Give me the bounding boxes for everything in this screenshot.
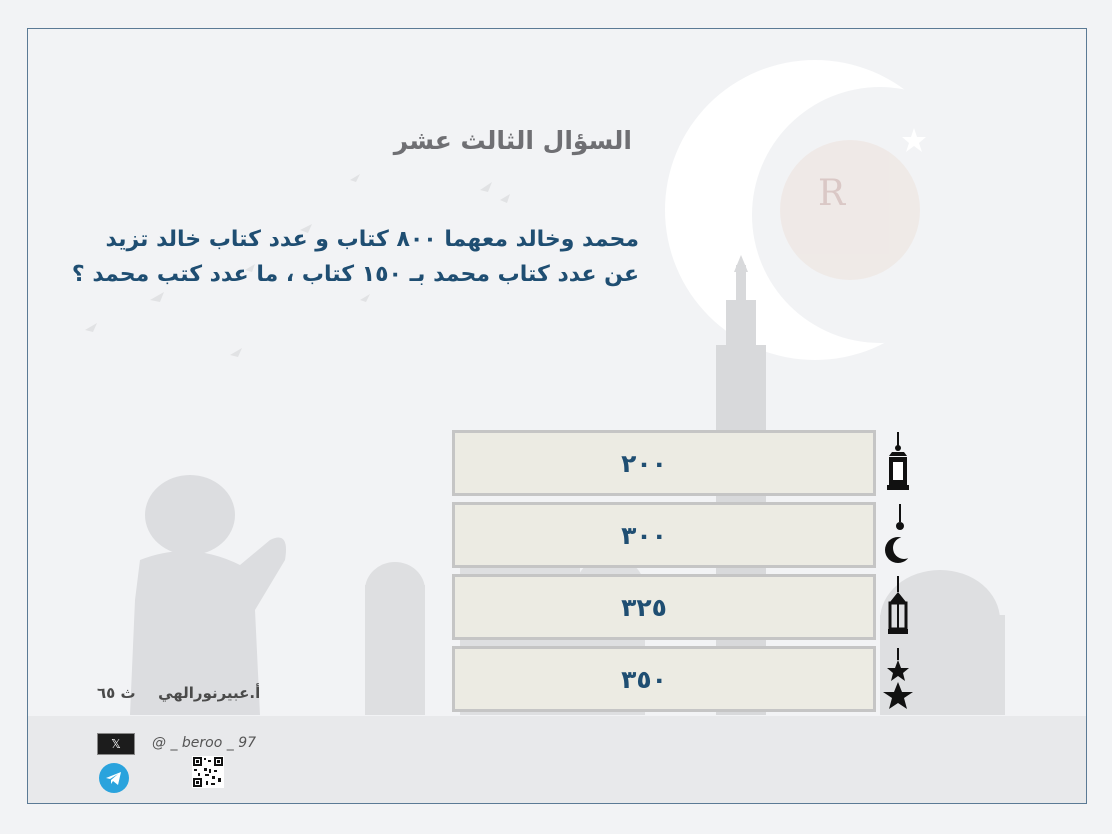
answer-option-1[interactable]: [452, 430, 922, 502]
grade-label: ث ٦٥: [97, 684, 136, 702]
answer-box[interactable]: ٣٠٠: [452, 502, 876, 568]
svg-text:R: R: [818, 173, 846, 214]
crescent-icon: [880, 504, 916, 570]
answer-option-4[interactable]: [452, 646, 922, 718]
social-handle: @ _ beroo _ 97: [152, 735, 257, 751]
telegram-icon[interactable]: [98, 762, 130, 794]
answer-box[interactable]: ٢٠٠: [452, 430, 876, 496]
x-logo-icon[interactable]: 𝕏: [97, 733, 135, 755]
hanging-lantern-icon: [880, 576, 916, 642]
answer-option-2[interactable]: [452, 502, 922, 574]
author-name: أ.عبيرنورالهي: [158, 684, 261, 702]
answer-option-3[interactable]: [452, 574, 922, 646]
lantern-icon: [880, 432, 916, 498]
author-credit: [97, 684, 260, 702]
question-text: محمد وخالد معهما ٨٠٠ كتاب و عدد كتاب خالد تزيد عن عدد كتاب محمد بـ ١٥٠ كتاب ، ما عدد كتب محمد ؟: [71, 227, 639, 287]
answer-box[interactable]: ٣٢٥: [452, 574, 876, 640]
answer-box[interactable]: ٣٥٠: [452, 646, 876, 712]
star-icon: [880, 648, 916, 714]
answer-list: [452, 430, 922, 718]
question-title: السؤال الثالث عشر: [393, 126, 632, 155]
qr-code-icon: [192, 756, 224, 788]
